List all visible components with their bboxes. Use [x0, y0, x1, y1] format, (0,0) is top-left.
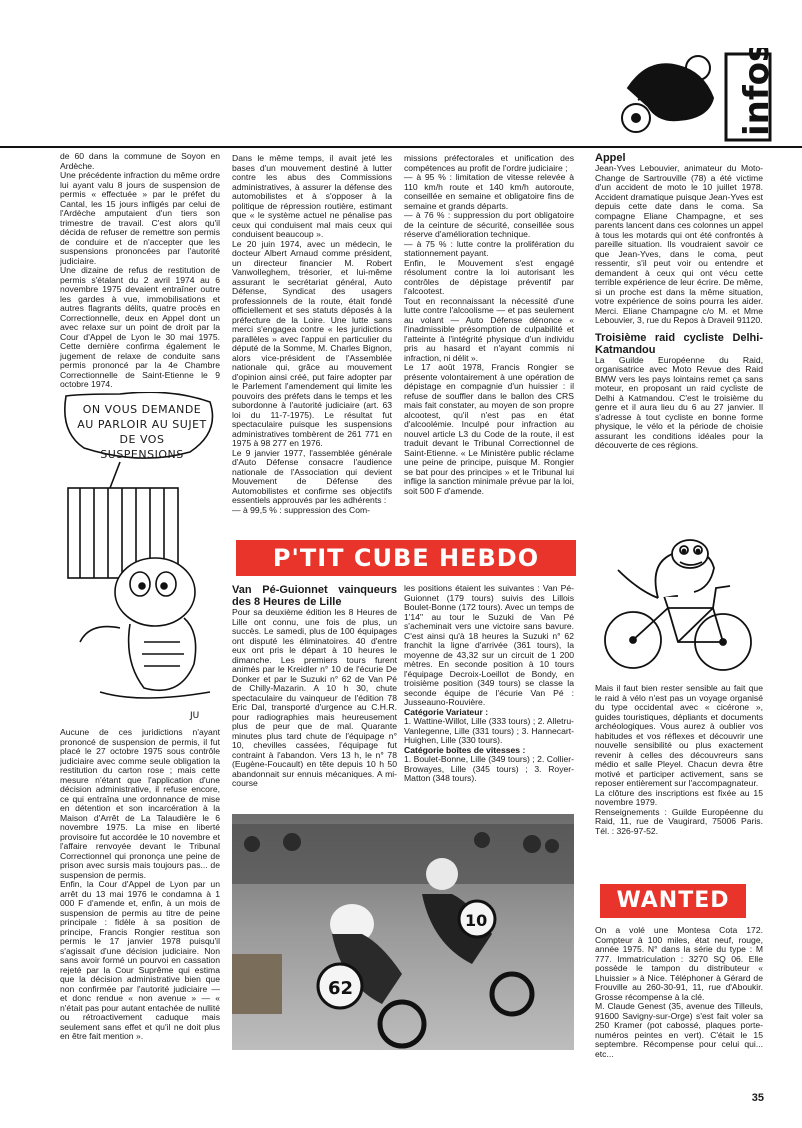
wanted-text-1: On a volé une Montesa Cota 172. Compteur à 100 miles, état neuf, rouge, année 1975. N° dans la série du type : M 777. Immatriculation : 3270 SQ 06. Elle possède le tampon du distributeur « Lhuissier » à Nice. Téléphoner à Gérard de Frouville au 260-30-91, 11, rue d'Aboukir. Grosse récompense à la clé. — [595, 925, 763, 1002]
raid-text-2: Mais il faut bien rester sensible au fait que le raid à vélo n'est pas un voyage organisé du type occidental avec « cicérone », guides touristiques, dépliants et documents archéologiques. Vous aurez à oublier vos habitudes et vos réflexes et découvrir une nouvelle sensibilité ou plus exactement revenir à celles des découvreurs sans médio et salle Pleyel. Chacun devra être motivé et participer activement, sans se reposer entièrement sur l'accompagnateur. — [595, 683, 763, 788]
cyclist-cartoon — [598, 530, 763, 680]
col3-p7: Le 17 août 1978, Francis Rongier se présente volontairement à une opération de dépistage en compagnie d'un huissier : il refuse de souffler dans le ballon des CRS mais fait constater, au moyen de son propre alcootest, qu'il n'est pas en état d'alcoolémie. Inculpé pour infraction au nouvel article L3 du Code de la route, il est traduit devant le Tribunal Correctionnel de Saint-Etienne. « Le Ministère public réclame une peine de principe, puisque M. Rongier se bat pour des principes » et le Tribunal lui inflige la sanction minimale prévue par la loi, soit 500 F d'amende. — [404, 362, 574, 496]
col3-p1: missions préfectorales et unification des compétences au profit de l'ordre judiciaire ; — [404, 153, 574, 173]
col2-p2: Le 20 juin 1974, avec un médecin, le docteur Albert Arnaud comme président, un directeur financier M. Robert Vanwolleghem, trésorier, et lui-même assurant le secrétariat général, Auto Défense, Syndicat des usagers professionnels de la route, était fondé officiellement et ses statuts déposés à la préfecture de la Loire. Une lutte sans merci s'engagea contre « les juridictions parallèles » avec l'appui en particulier du député de la Somme, M. Charles Bignon, alors vice-président de l'Assemblée nationale qui, grâce au mouvement d'opinion ainsi créé, put faire adopter par le Parlement l'amendement qui limite les pouvoirs des préfets dans le temps et les subordonne à l'autorité judiciaire (art. 63 loi du 11-7-1975). Le résultat fut spectaculaire puisque les suspensions administratives tombèrent de 261 771 en 1975 à 98 277 en 1976. — [232, 238, 392, 448]
appel-text: Jean-Yves Lebouvier, animateur du Moto-Change de Sartrouville (78) a été victime d'un accident de moto le 10 juillet 1978. Accident dramatique puisque Jean-Yves est depuis cette date dans le coma. Sa compagne Eliane Champagne, et ses parents lancent dans ces colonnes un appel à tous les motards qui ont été confrontés à pareille situation. Ils voudraient savoir ce que Jean-Yves, dans le coma, peut ressentir, s'il peut voir ou entendre et demandent à ceux qui ont vécu cette terrible expérience de leur écrire. De même, si un proche est dans la même situation, votre expérience de soins pourra les aider. Merci. Eliane Champagne c/o M. et Mme Lebouvier, 3, rue du Repos à Draveil 91120. — [595, 163, 763, 325]
col1-p3: Une dizaine de refus de restitution de permis s'étalant du 2 avril 1974 au 6 novembre 1975 devaient entraîner outre les gardes à vue, immobilisations et autres flagrants délits, quatre procès en Correctionnelle, deux en Appel dont un avec relaxe sur un point de droit par la Cour d'Appel de Lyon le 30 mai 1975. Cette dernière confirma également le jugement de relaxe de conduite sans permis prononcé par la 4e Chambre Correctionnelle de Saint-Etienne le 9 octobre 1974. — [60, 265, 220, 389]
column-1 — [60, 152, 220, 390]
col1-p1: de 60 dans la commune de Soyon en Ardèche. — [60, 151, 220, 171]
svg-text:62: 62 — [328, 978, 354, 999]
appel-heading: Appel — [595, 152, 626, 164]
cartoon-caption: ON VOUS DEMANDE AU PARLOIR AU SUJET DE VOS SUSPENSIONS — [77, 403, 207, 461]
column-4-bottom — [595, 926, 763, 1059]
svg-text:infos: infos — [737, 48, 777, 136]
column-4 — [595, 152, 763, 451]
hebdo-right-column — [404, 584, 574, 784]
wanted-banner: WANTED — [600, 884, 746, 918]
ptit-cube-banner: P'TIT CUBE HEBDO — [236, 540, 576, 576]
cat2-title: Catégorie boîtes de vitesses : — [404, 744, 526, 755]
cat1-title: Catégorie Variateur : — [404, 706, 489, 717]
header-rule — [0, 146, 802, 148]
race-photo — [232, 814, 574, 1050]
page-number: 35 — [751, 1092, 764, 1104]
hebdo-left-column — [232, 584, 397, 789]
raid-text-3: La clôture des inscriptions est fixée au 15 novembre 1979. — [595, 787, 763, 807]
infos-logo — [618, 48, 778, 144]
hebdo-title: Van Pé-Guionnet vainqueurs des 8 Heures de Lille — [232, 584, 397, 608]
column-1-bottom — [60, 728, 220, 1042]
cat2-text: 1. Boulet-Bonne, Lille (349 tours) ; 2. Collier-Browayes, Lille (345 tours) ; 3. Royer-Matton (348 tours). — [404, 754, 574, 783]
col2-p3: Le 9 janvier 1977, l'assemblée générale d'Auto Défense consacre l'audience nationale de l'Association qui devient Mouvement de Défense des Automobilistes et confirme ses objectifs essentiels approuvés par les adhérents : — [232, 447, 392, 505]
raid-heading: Troisième raid cycliste Delhi-Katmandou — [595, 331, 763, 356]
col2-p4: — à 99,5 % : suppression des Com- — [232, 504, 371, 515]
hebdo-left-text: Pour sa deuxième édition les 8 Heures de Lille ont connu, une fois de plus, un succès. Le samedi, plus de 100 équipages ont disputé les éliminatoires. 40 d'entre eux ont pris le départ à 10 heures le dimanche. Les premiers tours furent animés par le Kreidler n° 10 de l'écurie De Donker et par le Suzuki n° 62 de Van Pé de Chilly-Mazarin. A 10 h 30, chute spectaculaire du vainqueur de l'édition 78 Eric Dal, transporté d'urgence au C.H.R. pour radiographies mais heureusement plus de peur que de mal. Quarante minutes plus tard chute de l'équipage n° 10, chevilles cassées, l'équipage fut contraint à l'abandon. Vers 13 h, le n° 78 (Eugène-Foucault) en tête depuis 10 h 50 abandonnait sur ennuis mécaniques. A mi-course — [232, 607, 397, 788]
col1-p5: Enfin, la Cour d'Appel de Lyon par un arrêt du 13 mai 1976 le condamna à 1 000 F d'amende et, enfin, à un mois de suspension de permis au titre de peine principale : fidèle à sa position de principe, Francis Rongier restitua son permis le 17 janvier 1978 puisqu'il s'agissait d'une décision judiciaire. Non sans avoir formé un pourvoi en cassation rejeté par la Cour Suprême qui estima que la décision administrative bien que non confirmée par l'autorité judiciaire — et donc rendue « non avenue » — « n'était pas pour autant entachée de nullité ou rétroactivement caduque mais seulement sans effet et qu'il ne doit plus en être fait mention ». — [60, 879, 220, 1041]
column-3 — [404, 154, 574, 496]
col1-p4: Aucune de ces juridictions n'ayant prononcé de suspension de permis, il fut placé le 27 octobre 1975 sous contrôle judiciaire avec comme seule obligation la restitution du carton rose ; mais cette mesure n'étant que l'application d'une décision administrative, il refuse encore, ce qui entraîna une ordonnance de mise en détention et son incarcération à la Maison d'Arrêt de La Talaudière le 6 novembre 1975. La mise en liberté provisoire fut accordée le 10 novembre et l'affaire renvoyée devant le Tribunal Correctionnel qui prononça une peine de prison avec sursis mais toujours pas... de suspension de permis. — [60, 727, 220, 880]
svg-text:JU: JU — [190, 711, 200, 721]
col2-p1: Dans le même temps, il avait jeté les bases d'un mouvement destiné à lutter contre les abus des Commissions administratives, à assurer la défense des automobilistes et à s'opposer à la politique de répression routière, estimant que « le système actuel ne pénalise pas ceux qui conduisent mal mais ceux qui conduisent beaucoup ». — [232, 153, 392, 239]
col3-p5: Enfin, le Mouvement s'est engagé résolument contre la loi autorisant les contrôles de dépistage préventif par l'alcootest. — [404, 257, 574, 296]
raid-text-1: La Guilde Européenne du Raid, organisatrice avec Moto Revue des Raid BMW vers les pays lointains remet ça sans moteur, en proposant un raid cycliste de Delhi à Katmandou. C'est le troisième du genre et il aura lieu du 6 au 27 janvier. Il s'adresse à tout cycliste en bonne forme physique, le vélo et la période de choisie assurant les conditions idéales pour la découverte de ces régions. — [595, 354, 763, 450]
col3-p2: — à 95 % : limitation de vitesse relevée à 110 km/h route et 140 km/h autoroute, conseillée en semaine et obligatoire fins de semaine et grands départs. — [404, 172, 574, 211]
col1-p2: Une précédente infraction du même ordre lui ayant valu 8 jours de suspension de permis « effectuée » par le préfet du Cantal, les 15 jours infligés par celui de l'Ardèche amputaient d'un tiers son trimestre de travail. C'est alors qu'il décida de refuser de remettre son permis de conduire et de n'accepter que les suspensions prononcées par l'autorité judiciaire. — [60, 170, 220, 266]
column-2 — [232, 154, 392, 515]
svg-text:10: 10 — [465, 911, 488, 930]
hebdo-right-text: les positions étaient les suivantes : Van Pé-Guionnet (179 tours) suivis des Lillois Boulet-Bonne (172 tours). Avec un temps de 1'14" au tour le Suzuki de Van Pé s'acheminait vers une victoire sans bavure. C'est ainsi qu'à 18 heures la Suzuki n° 62 franchit la ligne d'arrivée (361 tours), la moyenne de 43,32 sur un circuit de 1 200 mètres. En seconde position à 10 tours l'équipage Decroix-Loeillot de Bondy, en troisième position (349 tours) se classe la seconde équipe de l'écurie Van Pé : Jusseauno-Rouvière. — [404, 583, 574, 707]
col3-p3: — à 76 % : suppression du port obligatoire de la ceinture de sécurité, conseillée sous réserve d'amélioration technique. — [404, 210, 574, 239]
prisoner-cartoon — [60, 392, 220, 722]
col3-p6: Tout en reconnaissant la nécessité d'une lutte contre l'alcoolisme — et pas seulement au volant — Auto Défense dénonce « l'inadmissible présomption de culpabilité et l'atteinte à l'intégrité physique d'un individu pris au hasard et n'ayant commis ni infraction, ni délit ». — [404, 295, 574, 363]
cat1-text: 1. Wattine-Willot, Lille (333 tours) ; 2. Alletru-Vanlegenne, Lille (331 tours) ; 3. Hannecart-Huighen, Lille (330 tours). — [404, 716, 574, 745]
column-4-mid — [595, 684, 763, 836]
wanted-text-2: M. Claude Genest (35, avenue des Tilleuls, 91600 Savigny-sur-Orge) s'est fait voler sa 250 Kramer (pot cabossé, plaques porte-numéros peintes en vert). C'était le 15 septembre. Récompense pour celui qui... etc... — [595, 1001, 763, 1059]
col3-p4: — à 75 % : lutte contre la prolifération du stationnement payant. — [404, 238, 574, 258]
raid-text-4: Renseignements : Guilde Européenne du Raid, 11, rue de Vaugirard, 75006 Paris. Tél. : 326-97-52. — [595, 806, 763, 836]
